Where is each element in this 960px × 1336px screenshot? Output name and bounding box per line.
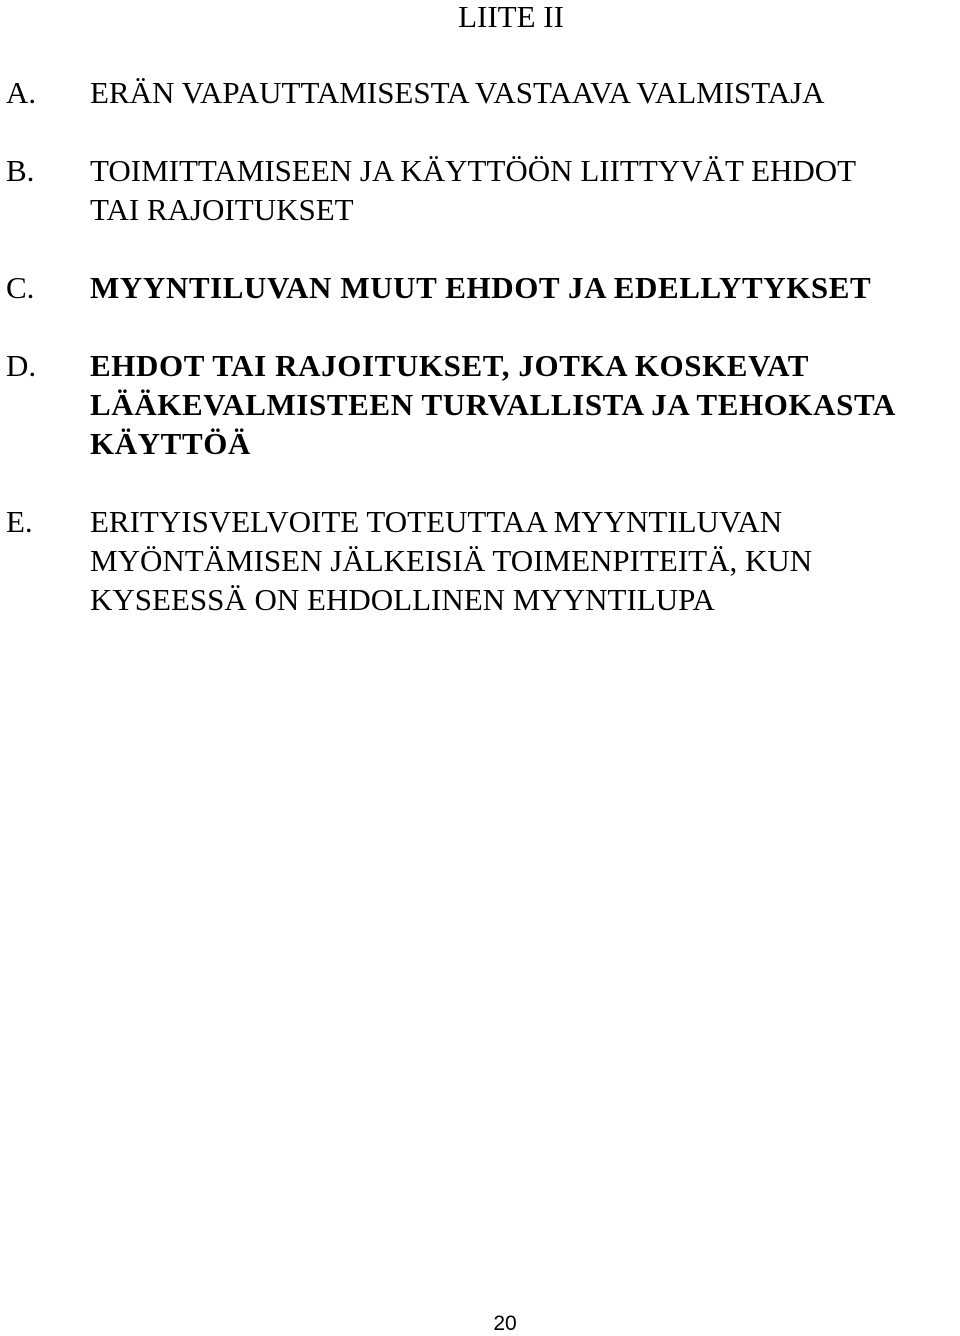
section-letter: A.: [6, 75, 37, 110]
page-number: 20: [493, 1312, 517, 1335]
section-heading: [90, 502, 952, 619]
heading-line: ERÄN VAPAUTTAMISESTA VASTAAVA VALMISTAJA: [90, 75, 825, 110]
section-heading: [90, 73, 952, 112]
section-letter: B.: [6, 153, 35, 188]
heading-line: MYYNTILUVAN MUUT EHDOT JA EDELLYTYKSET: [90, 270, 872, 305]
page-title: LIITE II: [458, 0, 564, 34]
section-letter: D.: [6, 348, 37, 383]
heading-line: KYSEESSÄ ON EHDOLLINEN MYYNTILUPA: [90, 582, 715, 617]
section-heading: [90, 151, 952, 229]
heading-line: TAI RAJOITUKSET: [90, 192, 354, 227]
heading-line: ERITYISVELVOITE TOTEUTTAA MYYNTILUVAN: [90, 504, 783, 539]
heading-line: EHDOT TAI RAJOITUKSET, JOTKA KOSKEVAT: [90, 348, 810, 383]
section-heading: [90, 268, 952, 307]
heading-line: LÄÄKEVALMISTEEN TURVALLISTA JA TEHOKASTA: [90, 387, 896, 422]
heading-line: MYÖNTÄMISEN JÄLKEISIÄ TOIMENPITEITÄ, KUN: [90, 543, 813, 578]
section-heading: [90, 346, 952, 463]
heading-line: TOIMITTAMISEEN JA KÄYTTÖÖN LIITTYVÄT EHDOT: [90, 153, 857, 188]
heading-line: KÄYTTÖÄ: [90, 426, 251, 461]
section-letter: E.: [6, 504, 33, 539]
section-letter: C.: [6, 270, 35, 305]
